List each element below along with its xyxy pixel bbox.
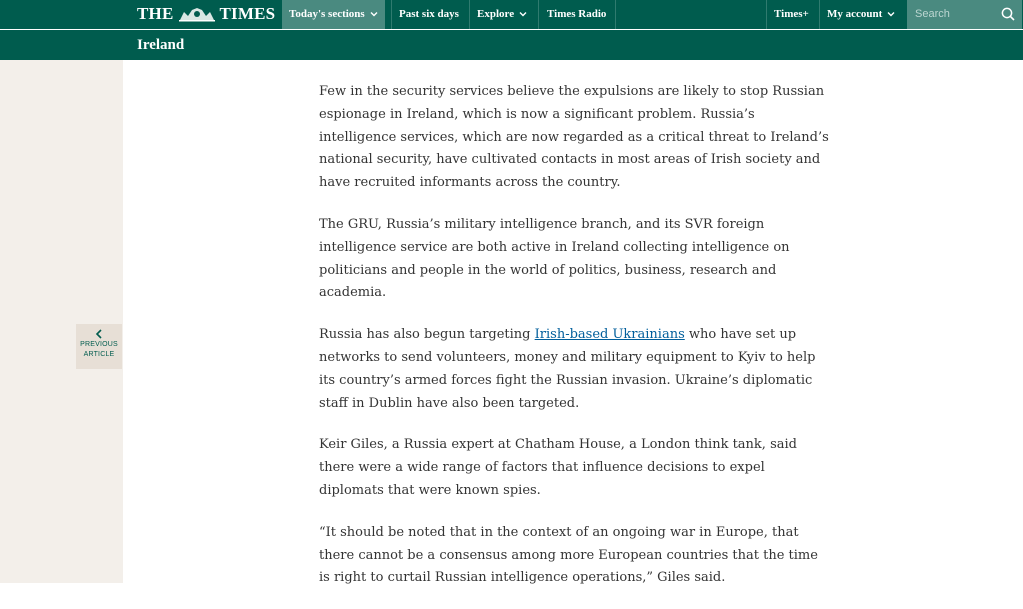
article-paragraph — [319, 324, 831, 415]
paragraph-text: who have set up networks to send volunteers, money and military equipment to Kyiv to help its country’s armed forces fight the Russian invasion. Ukraine’s diplomatic staff in Dublin have also been targeted. — [319, 327, 816, 411]
nav-past-six-days[interactable] — [399, 0, 459, 29]
chevron-down-icon — [370, 10, 378, 18]
chevron-left-icon — [94, 328, 104, 340]
section-bar — [0, 30, 1023, 60]
logo-text-times: TIMES — [219, 4, 276, 23]
nav-times-plus-label: Times+ — [774, 8, 809, 20]
nav-my-account[interactable] — [827, 0, 895, 29]
logo-text-the: THE — [137, 4, 174, 23]
article-body — [319, 81, 831, 609]
section-title[interactable]: Ireland — [137, 37, 185, 53]
nav-divider — [391, 0, 392, 29]
search-icon[interactable] — [1000, 6, 1016, 22]
the-times-logo[interactable] — [137, 4, 275, 24]
nav-divider — [538, 0, 539, 29]
nav-divider — [469, 0, 470, 29]
left-gutter — [0, 60, 123, 583]
nav-past-six-days-label: Past six days — [399, 8, 459, 20]
nav-todays-sections[interactable] — [282, 0, 385, 29]
nav-todays-sections-label: Today's sections — [289, 8, 365, 20]
nav-divider — [766, 0, 767, 29]
nav-divider — [615, 0, 616, 29]
irish-based-ukrainians-link[interactable]: Irish-based Ukrainians — [534, 327, 685, 343]
nav-explore-label: Explore — [477, 8, 515, 20]
nav-divider — [819, 0, 820, 29]
search-box[interactable] — [907, 0, 1022, 29]
chevron-down-icon — [519, 10, 527, 18]
nav-times-radio[interactable] — [547, 0, 606, 29]
article-paragraph: The GRU, Russia’s military intelligence branch, and its SVR foreign intelligence service are both active in Ireland collecting intelligence on politicians and people in the world of politics, business, research and academia. — [319, 216, 790, 301]
nav-times-radio-label: Times Radio — [547, 8, 607, 20]
top-navigation-bar — [0, 0, 1023, 29]
royal-crest-icon — [176, 6, 218, 22]
article-paragraph: Keir Giles, a Russia expert at Chatham House, a London think tank, said there were a wide range of factors that influence decisions to expel diplomats that were known spies. — [319, 437, 797, 498]
paragraph-text: Russia has also begun targeting — [319, 327, 535, 343]
search-input[interactable] — [915, 6, 995, 22]
article-paragraph: Few in the security services believe the expulsions are likely to stop Russian espionage in Ireland, which is now a significant problem. Russia’s intelligence services, which are now regarded as a critical threat to Ireland’s national security, have cultivated contacts in most areas of Irish society and have recruited informants across the country. — [319, 84, 829, 191]
nav-times-plus[interactable] — [774, 0, 809, 29]
nav-explore[interactable] — [477, 0, 527, 29]
previous-article-label-line1: PREVIOUS — [80, 341, 118, 348]
nav-my-account-label: My account — [827, 8, 883, 20]
article-paragraph: “It should be noted that in the context of an ongoing war in Europe, that there cannot be a consensus among more European countries that the time is right to curtail Russian intelligence operations,” Giles said. — [319, 524, 818, 586]
previous-article-label-line2: ARTICLE — [83, 351, 115, 358]
chevron-down-icon — [887, 10, 895, 18]
previous-article-button[interactable] — [76, 324, 122, 369]
